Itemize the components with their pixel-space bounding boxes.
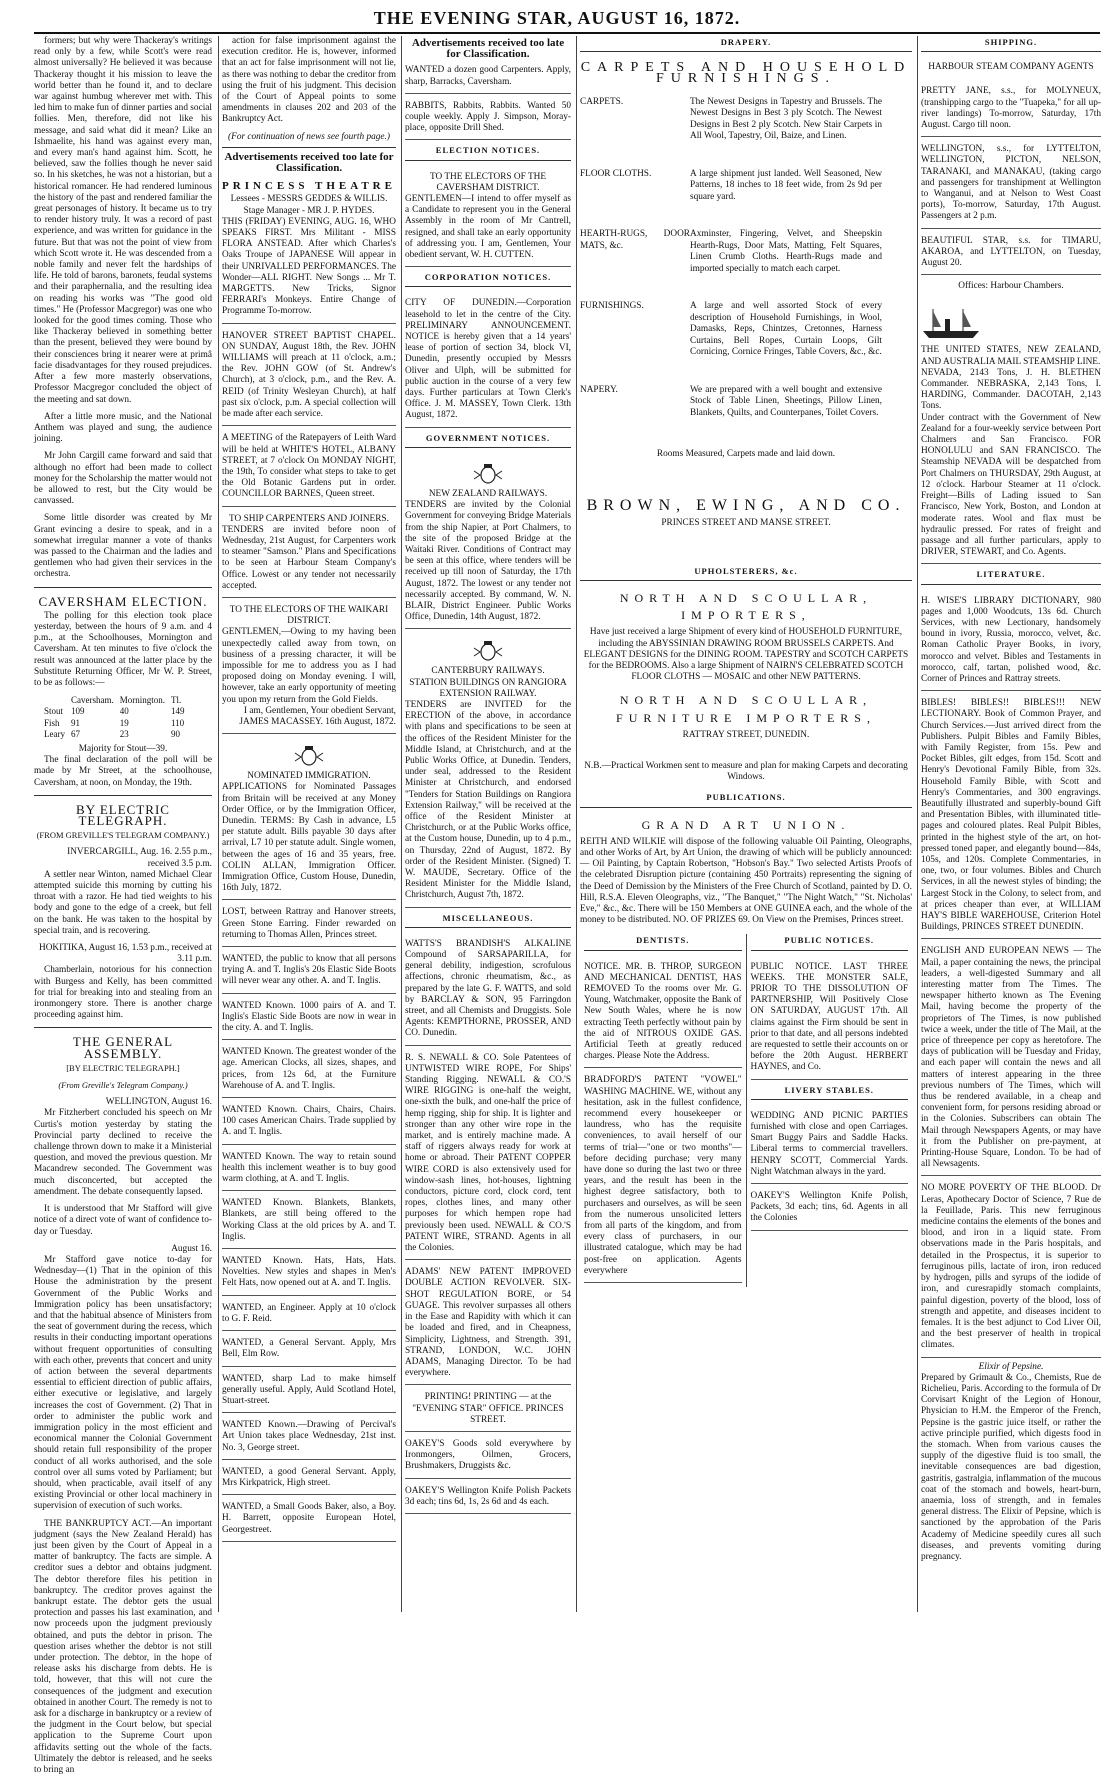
section-head-dentists: DENTISTS. [584, 934, 742, 950]
table-row: Caversham. Mornington. Tl. [70, 695, 182, 706]
dateline: August 16. [171, 1243, 212, 1254]
list-item [580, 385, 912, 420]
ad-text: Have just received a large Shipment of every kind of HOUSEHOLD FURNITURE, including the ABYSSINIAN DRAWING ROOM BRUSSELS CARPETS. And ELEGANT DESIGNS for the DINING ROOM. TAPESTRY and SCOTCH CARPETS for the BEDROOMS. Also a large Shipment of NAIRN'S CELEBRATED SCOTCH FLOOR CLOTHS — MOSAIC and other NEW PATTERNS. [583, 627, 909, 683]
ad-nz-railways [405, 456, 571, 629]
ad-leith: A MEETING of the Ratepayers of Leith Ward will be held at WHITE'S HOTEL, ALBANY STREET, at 7 o'clock On MONDAY NIGHT, the 19th, To consider what steps to take to get the Old Botanic Gardens put in order. COUNCILLOR BARNES, Queen street. [222, 430, 396, 506]
ad-wellington: WELLINGTON, s.s., for LYTTELTON, WELLINGTON, PICTON, NELSON, TARANAKI, and MANAKAU, (taking cargo and passengers for transhipment at Wellington to Wanganui, and at Nelson to West Coast ports), To-morrow, Saturday, 17th August. Passengers at 2 p.m. [921, 141, 1101, 228]
ad-subtitle: IMPORTERS, [681, 608, 811, 623]
ad-signature: I am, Gentlemen, Your obedient Servant, JAMES MACASSEY. 16th August, 1872. [239, 705, 396, 727]
ad-text: Under contract with the Government of New Zealand for a four-weekly service between Port Chalmers and San Francisco. FOR HONOLULU and SAN FRANCISCO. The Steamship NEVADA will be despatched from Port Chalmers on THURSDAY, 29th August, at 12 o'clock. Harbour Steamer at 11 o'clock. Freight—Bills of Lading issued to San Francisco, New York, Boston, and London at moderate rates. Wool and flax must be hydraulic pressed. For rates of freight and passage and all further particulars, apply to DRIVER, STEWART, and Co. Agents. [921, 412, 1101, 558]
ad-joiners [222, 511, 396, 598]
list-item [580, 301, 912, 359]
ad-printing: PRINTING! PRINTING — at the "EVENING STAR" OFFICE. PRINCES STREET. [405, 1389, 571, 1432]
table-row: Stout 109 40 149 [44, 706, 185, 717]
article-text: Mr John Cargill came forward and said that although no effort had been made to collect money for the Scholarship the matter would not be allowed to rest, but the City would be canvassed. [34, 451, 212, 507]
ad-subtitle: FURNITURE IMPORTERS, [616, 710, 876, 725]
column-drapery [580, 36, 912, 1612]
ad-title: GRAND ART UNION. [641, 817, 851, 832]
article-text: The polling for this election took place yesterday, between the hours of 9 a.m. and 4 p.m., at the Schoolhouses, Mornington and Caversham. At ten minutes to five o'clock the result was announced at the latter place by the Substitute Returning Officer, Mr W. P. Street, to be as follows:— [34, 610, 212, 688]
item-text: A large shipment just landed. Well Seasoned, New Patterns, 18 inches to 18 feet wide, from 2s 9d per square yard. [690, 168, 882, 202]
ad-livery: WEDDING AND PICNIC PARTIES furnished with close and open Carriages. Smart Buggy Pairs and Saddle Hacks. Liberal terms to commercial travellers. HENRY SCOTT, Commercial Yards. Night Watchman always in the yard. [751, 1108, 909, 1184]
section-head-upholsterers: UPHOLSTERERS, &c. [580, 565, 912, 581]
ad-wanted: WANTED Known. Hats, Hats, Hats. Novelties. New styles and shapes in Men's Felt Hats, now opened out at A. and T. Inglis. [222, 1253, 396, 1296]
poll-table [44, 695, 191, 740]
offices-line: Offices: Harbour Chambers. [958, 281, 1064, 292]
ad-address: RATTRAY STREET, DUNEDIN. [682, 729, 810, 740]
column-ads-2 [405, 36, 571, 1612]
ad-canterbury-railways [405, 633, 571, 907]
ad-text: THIS (FRIDAY) EVENING, AUG. 16, WHO SPEAKS FIRST. Mrs Militant - MISS FLORA ANSTEAD. After which Charles's Oaks Troupe of JAPANESE Will appear in their UNRIVALLED PERFORMANCES. The Wonder—ALL RIGHT. New Songs ... Mr T. MARGETTS. New Tricks, Signor FERRARI's Monkeys. Entire Change of Programme To-morrow. [222, 216, 396, 317]
ad-title: NORTH AND SCOULLAR, [619, 590, 873, 605]
ad-dentist: NOTICE. MR. B. THROP, SURGEON AND MECHANICAL DENTIST, HAS REMOVED To the rooms over Mr. G. Young, Watchmaker, opposite the Bank of New South Wales, where he is now extracting Teeth perfectly without pain by the aid of NITROUS OXIDE GAS. Artificial Teeth at greatly reduced charges. Please Note the Address. [584, 959, 742, 1069]
section-head-election: ELECTION NOTICES. [405, 144, 571, 160]
ad-washing-machine: BRADFORD'S PATENT "VOWEL" WASHING MACHINE. WE, without any hesitation, ask in the fullest confidence, recommend every housekeeper or laundress, who has the requisite conveniences, to avail herself of our terms of trial—"one or two months"—before deciding purchase; very many have done so during the last two or three years, and the result has been in the highest degree satisfactory, both to purchasers and ourselves, as will be seen from the numerous unsolicited letters from all parts of the kingdom, and from every class of purchasers, in our illustrated catalogue, which may be had post-free on application. Agents everywhere [584, 1072, 742, 1283]
left-subcolumn [580, 934, 746, 1287]
ad-text: NEVADA, 2143 Tons, J. H. BLETHEN Commander. NEBRASKA, 2,143 Tons, I. HARDING, Commander. DACOTAH, 2,143 Tons. [921, 367, 1101, 412]
ad-title: TO THE ELECTORS OF THE CAVERSHAM DISTRICT. [429, 171, 547, 193]
ad-mail-line [921, 298, 1101, 564]
ad-text: APPLICATIONS for Nominated Passages from Britain will be received at any Money Order Office, or by the Immigration Officer, Dunedin. TERMS: By Cash in advance, L5 per statute adult. Bills payable 30 days after arrival, L7 10 per statute adult. Single women, between the ages of 16 and 35 years, free. COLIN ALLAN, Immigration Officer. Immigration Office, Custom House, Dunedin, 16th July, 1872. [222, 782, 396, 894]
majority-line: Majority for Stout—39. [78, 743, 168, 754]
item-label: FURNISHINGS. [580, 301, 644, 312]
item-label: NAPERY. [580, 384, 618, 395]
ad-wanted: WANTED, sharp Lad to make himself generally useful. Apply, Auld Scotland Hotel, Stuart-street. [222, 1371, 396, 1414]
continuation-note: (For continuation of news see fourth page.) [228, 131, 390, 142]
masthead-rule [34, 32, 1100, 34]
royal-crest-icon [470, 463, 506, 485]
section-head-drapery: DRAPERY. [580, 36, 912, 52]
ad-text: GENTLEMEN—I intend to offer myself as a Candidate to represent you in the General Assembly in the room of Mr Cantrell, resigned, and shall take an early opportunity of addressing you. I am, Gentlemen, Your obedient servant, W. H. CUTTEN. [405, 194, 571, 261]
steamship-icon [921, 305, 985, 341]
ad-wanted: WANTED Known. Blankets, Blankets, Blankets, are still being offered to the Working Class at the old prices by A. and T. Inglis. [222, 1195, 396, 1249]
divider [34, 795, 212, 796]
ad-text: TENDERS are INVITED for the ERECTION of the above, in accordance with plans and specifications to be seen at the offices of the Resident Minister for the Middle Island, at Christchurch, and at the Public Works Office, at Dunedin. Tenders, under seal, addressed to the Resident Minister at Christchurch, and endorsed "Tenders for Station Buildings on Rangiora Extension Railway," will be received at the office of the Resident Minister at Christchurch, or at the Public Works office, at the Custom house, Dunedin, up to 4 p.m., on Thursday, 22nd of August, 1872. By order of the Resident Minister. (Signed) T. W. MAUDE, Secretary. Office of the Resident Minister for the Middle Island, Christchurch, August 7th, 1872. [405, 699, 571, 901]
ad-waikari [222, 602, 396, 734]
ad-title: NOMINATED IMMIGRATION. [247, 771, 371, 782]
ad-title: CARPETS AND HOUSEHOLD FURNISHINGS. [580, 60, 912, 87]
section-subtitle: (From Greville's Telegram Company.) [58, 1080, 188, 1091]
list-item [580, 169, 912, 204]
ad-wanted: WANTED Known. 1000 pairs of A. and T. Inglis's Elastic Side Boots are now in wear in the city. A. and T. Inglis. [222, 998, 396, 1041]
ad-subtitle: Lessees - MESSRS GEDDES & WILLIS. Stage Manager - MR J. P. HYDES. [230, 194, 388, 216]
item-label: HEARTH-RUGS, DOOR MATS, &c. [580, 229, 690, 251]
ad-text: THE UNITED STATES, NEW ZEALAND, AND AUSTRALIA MAIL STEAMSHIP LINE. [921, 345, 1101, 367]
ad-wanted: WANTED Known.—Drawing of Percival's Art Union takes place Wednesday, 21st inst. No. 3, George street. [222, 1417, 396, 1460]
ad-bibles: BIBLES! BIBLES!! BIBLES!!! NEW LECTIONARY. Book of Common Prayer, and Church Services.—Just arrived direct from the Publishers. Pulpit Bibles and Family Bibles, with Family Register, from 15s. Pew and Pocket Bibles, gilt edges, from 15d. Scott and Henry's Devotional Family Bible, from 32s. Household Family Bible, with Scott and Henry's Commentaries, and 300 engravings. Beautifully illustrated and superbly-bound Gift and Presentation Bibles, with illuminated title-pages and coloured plates. Real Pulpit Bibles, printed in the highest style of the art, on hot-pressed toned paper, and elegantly bound—84s, 105s, and 120s. Complete Commentaries, in one, two, or four volumes. Bibles and Church Services, in all the newest styles of binding; the Largest Stock in the Colony, to select from, and at prices cheaper than ever, at WILLIAM HAY'S BIBLE WAREHOUSE, Criterion Hotel Buildings, PRINCES STREET DUNEDIN. [921, 695, 1101, 939]
ad-text: REITH AND WILKIE will dispose of the following valuable Oil Painting, Oleographs, and other Works of Art, by Art Union, the drawing of which will be publicly announced:— Oil Painting, by Captain Robertson, "Hobson's Bay." Two selected Artists Proofs of the celebrated Disruption picture (containing 450 Portraits) representing the signing of the Deed of Demission by the Ministers of the Free Church of Scotland, painted by D. O. Hill, R.S.A. Eleven Oleographs, viz., "The Banquet," "The Night Watch," "St. Nicholas' Eve," &c., &c. There will be 150 Members at ONE GUINEA each, and the whole of the money to be distributed. NO. OF PRIZES 69. On View on the Premises, Princes street. [580, 836, 912, 926]
ad-no-more-poverty: NO MORE POVERTY OF THE BLOOD. Dr Leras, Apothecary Doctor of Science, 7 Rue de la Feuillade, Paris. This new ferruginous medicine contains the elements of the bones and blood, and iron in a liquid state. From observations made in the Paris hospitals, and detailed in the Prospectus, it is superior to ferruginous pills, lactate of iron, iron reduced by hydrogen, pills and syrups of the iodide of iron, and curesrapidly stomach complaints, painful digestion, poverty of the blood, loss of strength and appetite, and diseases incident to females. It is the best adjunct to Cod Liver Oil, and the best preserver of health in tropical climates. [921, 1180, 1101, 1357]
ad-adams: ADAMS' NEW PATENT IMPROVED DOUBLE ACTION REVOLVER. SIX-SHOT REGULATION BORE, or 54 GUAGE. This revolver surpasses all others in the Ease and Rapidity with which it can be loaded and fired, and in Cheapness, Simplicity, Lightness, and Strength. 391, STRAND, LONDON, W.C. JOHN ADAMS, Managing Director. To be had everywhere. [405, 1264, 571, 1385]
section-title: THE GENERAL ASSEMBLY. [72, 1034, 174, 1061]
two-column-ads [580, 934, 912, 1287]
section-subtitle: (FROM GREVILLE'S TELEGRAM COMPANY.) [36, 830, 210, 841]
ad-title: PRINCESS THEATRE [222, 180, 396, 193]
section-head-misc: MISCELLANEOUS. [405, 912, 571, 928]
column-shipping [921, 36, 1101, 1612]
section-title: CAVERSHAM ELECTION. [38, 593, 208, 609]
ad-wanted: WANTED, a Small Goods Baker, also, a Boy. H. Barrett, opposite European Hotel, Georgestreet. [222, 1499, 396, 1542]
ad-wanted: WANTED, a good General Servant. Apply, Mrs Kirkpatrick, High street. [222, 1464, 396, 1495]
divider [34, 1027, 212, 1028]
ad-wanted: WANTED, a General Servant. Apply, Mrs Bell, Elm Row. [222, 1335, 396, 1366]
divider [222, 147, 396, 148]
ad-corporation: CITY OF DUNEDIN.—Corporation leasehold to let in the centre of the City. PRELIMINARY ANNOUNCEMENT. NOTICE is hereby given that a 14 years' lease of portion of section 34, block VI, Dunedin, presently occupied by Messrs Oliver and Ulph, will be submitted for public auction in the course of a very few days. Further particulars at Town Clerk's Office. J. M. MASSEY, Town Clerk. 13th August, 1872. [405, 295, 571, 427]
article-text: formers; but why were Thackeray's writings read only by a few, while Scott's were read almost universally? He believed it was because Thackeray thought it his mission to leave the world better than he found it, and to declare war against humbug wherever met with. This led him to make fun of dinner parties and social follies. Men, therefore, did not like his message, and said what did it mean? Like an Ishmaelite, his hand was against every man, and every man's hand against him. Scott, he believed, saw the follies though he never said so. In his sketches, he was not a historian, but a historical romancer. He had rendered luminous the history of the past and rendered familiar the great personages of history. It became us to try to render history truly. It was a record of past experience, and was written for guidance in the future. But that was not the point of view from which Scott wrote it. He was descended from a noble family and never felt the hardships of life. He told of barons, baronets, feudal systems and their paraphernalia, and the resulting idea on reading his works was "The good old times." He (Professor Macgregor) was one who looked for the good times coming. Those who like Thackeray believed in something better than the present, believed they were bound by their consciences bring it nearer were at primâ facie disadvantages for they roused prejudices. After a few more masterly observations, Professor Macgregor concluded the object of the meeting and sat down. [34, 36, 212, 405]
section-head-corporation: CORPORATION NOTICES. [405, 271, 571, 287]
ad-title: NORTH AND SCOULLAR, [619, 693, 873, 708]
ad-baptist: HANOVER STREET BAPTIST CHAPEL. ON SUNDAY, August 18th, the Rev. JOHN WILLIAMS will preach at 11 o'clock, a.m.; the Rev. JOHN GOW (of St. Andrew's Church), at 3 o'clock, p.m., and the Rev. A. REID (of Trinity Wesleyan Church), at half past six o'clock, p.m. A special collection will be made after each service. [222, 328, 396, 427]
ad-wanted: WANTED Known. The greatest wonder of the age. American Clocks, all sizes, shapes, and prices, from 12s 6d, at the Furniture Warehouse of A. and T. Inglis. [222, 1044, 396, 1098]
section-head-government: GOVERNMENT NOTICES. [405, 432, 571, 448]
list-item [580, 229, 912, 275]
column-divider [218, 36, 219, 1612]
ad-oakey: OAKEY'S Goods sold everywhere by Ironmongers, Oilmen, Grocers, Brushmakers, Druggists &c. [405, 1436, 571, 1479]
ad-text: Prepared by Grimault & Co., Chemists, Rue de Richelieu, Paris. According to the formula of Dr Corvisart Knight of the Legion of Honour, Physician to H.M. the Emperor of the French, Pepsine is the gastric juice itself, or rather the active principle purified, which digests food in the stomach. When from various causes the supply of the digestive fluid is too small, the inevitable consequences are bad digestion, gastritis, gastralgia, inflammation of the mucous coat of the stomach and bowels, heart-burn, anaemia, loss of strength, and in females general distress. The Elixir of Pepsine, which is sanctioned by the approbation of the Paris Academy of Medicine speedily cures all such diseases, and prevents vomiting during pregnancy. [921, 1372, 1101, 1562]
ad-subtitle: PRINCES STREET AND MANSE STREET. [661, 517, 831, 528]
column-divider [917, 36, 918, 1612]
ad-watts: WATTS'S BRANDISH'S ALKALINE Compound of SARSAPARILLA, for general debility, indigestion, scrofulous affections, chronic rheumatism, &c., as prepared by the late G. F. WATTS, and sold by BARCLAY & SON, 95 Farringdon street, and all Chemists and Druggists. Sole Agents: KEMPTHORNE, PROSSER, AND CO. Dunedin. [405, 936, 571, 1046]
section-head-public: PUBLIC NOTICES. [751, 934, 909, 950]
item-text: A large and well assorted Stock of every description of Household Furnishings, in Wool, Damasks, Reps, Chintzes, Cretonnes, Harness Curtains, Bell Ropes, Curtain Loops, Gilt Cornicing, Cornice Fringes, Table Covers, &c., &c. [690, 301, 882, 358]
ad-text: TENDERS are invited by the Colonial Government for conveying Bridge Materials from the ship Napier, at Port Chalmers, to the site of the proposed Bridge at the Waitaki River. Conditions of Contract may be seen at this office, where tenders will be received up till noon of Saturday, the 17th August, 1872. The lowest or any tender not necessarily accepted. By command, W. N. BLAIR, District Engineer. Public Works Office, Dunedin, 14th August, 1872. [405, 500, 571, 623]
royal-crest-icon [291, 745, 327, 767]
ad-text: TENDERS are invited before noon of Wednesday, 21st August, for Carpenters work to steamer "Samson." Plans and Specifications to be seen at Harbour Steam Company's Office. Lowest or any tender not necessarily accepted. [222, 524, 396, 591]
section-head-literature: LITERATURE. [921, 568, 1101, 584]
right-subcolumn [746, 934, 913, 1287]
article-text: After a little more music, and the National Anthem was played and sung, the audience joining. [34, 411, 212, 445]
section-head-shipping: SHIPPING. [921, 36, 1101, 52]
item-text: We are prepared with a well bought and extensive Stock of Table Linen, Sheetings, Pillow Linen, Blankets, Quilts, and Counterpanes, Toilet Covers. [690, 384, 882, 418]
ad-immigration [222, 738, 396, 900]
masthead: THE EVENING STAR, AUGUST 16, 1872. [373, 8, 741, 28]
article-text: Mr Fitzherbert concluded his speech on Mr Curtis's motion yesterday by stating the Provincial party declined to receive the challenge thrown down to make it a Ministerial question, and moved the previous question. Mr Macandrew seconded. The Government was much disconcerted, but accepted the amendment. The debate consequently lapsed. [34, 1108, 212, 1197]
dateline: INVERCARGILL, Aug. 16. 2.55 p.m., received 3.5 p.m. [67, 847, 212, 869]
ad-wanted: WANTED Known. Chairs, Chairs, Chairs. 100 cases American Chairs. Trade supplied by A. and T. Inglis. [222, 1102, 396, 1145]
dateline: HOKITIKA, August 16, 1.53 p.m., received at 3.11 p.m. [39, 943, 212, 965]
ad-theatre [222, 176, 396, 323]
section-subtitle: [BY ELECTRIC TELEGRAPH.] [66, 1062, 180, 1073]
section-title: BY ELECTRIC TELEGRAPH. [76, 801, 170, 828]
article-text: Some little disorder was created by Mr Grant evincing a desire to speak, and in a somewhat irregular manner a vote of thanks was passed to the Chairman and the ladies and gentlemen who had given their services in the orchestra. [34, 513, 212, 580]
table-row: Fish 91 19 110 [44, 717, 185, 728]
ad-note: N.B.—Practical Workmen sent to measure and plan for making Carpets and decorating Windows. [584, 760, 908, 783]
section-head-publications: PUBLICATIONS. [580, 791, 912, 807]
ad-rabbits: RABBITS, Rabbits, Rabbits. Wanted 50 couple weekly. Apply J. Simpson, Moray-place, opposite Drill Shed. [405, 98, 571, 141]
ad-election [405, 169, 571, 268]
section-title: Advertisements received too late for Classification. [224, 150, 394, 175]
section-title: Advertisements received too late for Classification. [411, 37, 565, 61]
ad-title: TO THE ELECTORS OF THE WAIKARI DISTRICT. [229, 604, 389, 627]
ad-title: BROWN, EWING, AND CO. [586, 497, 906, 515]
column-ads-1 [222, 36, 396, 1612]
ad-beautiful-star: BEAUTIFUL STAR, s.s. for TIMARU, AKAROA, and LYTTELTON, on Tuesday, August 20. [921, 233, 1101, 276]
ad-wanted: WANTED, an Engineer. Apply at 10 o'clock to G. F. Reid. [222, 1300, 396, 1331]
ad-wanted: WANTED Known. The way to retain sound health this inclement weather is to buy good warm clothing, at A. and T. Inglis. [222, 1149, 396, 1192]
ad-title: NEW ZEALAND RAILWAYS. [428, 488, 548, 499]
ad-lost: LOST, between Rattray and Hanover streets, Green Stone Earring. Finder rewarded on returning to Thomas Allen, Princes street. [222, 904, 396, 947]
article-text: Mr Stafford gave notice to-day for Wednesday—(1) That in the opinion of this House the administration by the present Government of the Public Works and Immigration policy has been unsatisfactory; and that the habitual absence of Ministers from the seat of government during the recess, which results in their conducting important operations without frequent opportunities of consulting with each other, prevents that concert and unity of action between the several departments essential to efficient direction of public affairs, either executive or legislative, and largely increases the cost of Government. (2) That in order to administer the public work and immigration policy in the most efficient and economical manner the Colonial Government should retain full responsibility of the proper conduct of all works authorised, and the sole control over all sums voted by Parliament; but should, when practicable, avail itself of any existing Provincial or other local machinery in supervision of execution of such works. [34, 1254, 212, 1512]
dateline: WELLINGTON, August 16. [105, 1097, 212, 1108]
royal-crest-icon [470, 640, 506, 662]
ad-english-news: ENGLISH AND EUROPEAN NEWS — The Mail, a paper containing the news, the principal leaders, a well-digested Summary and all interesting matter from The Times. The newspaper hitherto known as The Evening Mail, having become the property of the proprietors of The Times, is now published twice a week, under the title of The Mail, at the price of threepence per copy as heretofore. The days of publication will be Tuesday and Friday, and each paper will contain the news and all matters of interest appearing in the three previous numbers of The Times, which will thus be rendered available, in a cheap and convenient form, for persons residing abroad or in the Colonies. Subscribers can obtain The Mail through Newspapers Agents, or may have it from the Publisher on pre-payment, at Printing-House Square, London. To be had of all Newsagents. [921, 943, 1101, 1176]
article-text: The final declaration of the poll will be made by Mr Street, at the schoolhouse, Caversham, at noon, on Monday, the 19th. [34, 755, 212, 788]
article-text: action for false imprisonment against the execution creditor. He is, however, informed that an act for false imprisonment will not lie, as there was nothing to debar the creditor from using the fruit of his judgment. This decision of the Court of Appeal points to some amendments in clauses 202 and 203 of the Bankruptcy Act. [222, 36, 396, 125]
item-text: Axminster, Fingering, Velvet, and Sheepskin Hearth-Rugs, Door Mats, Matting, Felt Squares, Linen Crumb Cloths. Hearth-Rugs made and imported specially to match each carpet. [690, 229, 882, 274]
ad-subtitle: Elixir of Pepsine. [978, 1361, 1044, 1372]
ad-subtitle: STATION BUILDINGS ON RANGIORA EXTENSION RAILWAY. [409, 677, 567, 699]
column-divider [576, 36, 577, 1612]
ad-oakey: OAKEY'S Wellington Knife Polish Packets 3d each; tins 6d, 1s, 2s 6d and 4s each. [405, 1483, 571, 1514]
ad-carpenters: WANTED a dozen good Carpenters. Apply, sharp, Barracks, Caversham. [405, 62, 571, 93]
article-text: A settler near Winton, named Michael Clear attempted suicide this morning by cutting his throat with a razor. He had tied weights to his body and gone to the edge of a creek, but fell on the bank. He was taken to the hospital by special train, and is recovering. [34, 869, 212, 936]
item-label: FLOOR CLOTHS. [580, 168, 652, 179]
item-label: CARPETS. [580, 96, 624, 107]
rooms-note: Rooms Measured, Carpets made and laid down. [656, 449, 836, 460]
ad-oakey: OAKEY'S Wellington Knife Polish, Packets, 3d each; tins, 6d. Agents in all the Colonies [751, 1188, 909, 1231]
list-item [580, 97, 912, 143]
article-text: It is understood that Mr Stafford will give notice of a direct vote of want of confidence to-day or Tuesday. [34, 1204, 212, 1237]
item-text: The Newest Designs in Tapestry and Brussels. The Newest Designs in Best 3 ply Scotch. The Newest Designs in Best 2 ply Scotch. New Stair Carpets in All Wool, Tapestry, Oil, Baize, and Linen. [690, 96, 882, 142]
column-news [34, 36, 212, 1776]
ad-newall: R. S. NEWALL & CO. Sole Patentees of UNTWISTED WIRE ROPE, For Ships' Standing Rigging. NEWALL & CO.'S WIRE RIGGING is one-half the weight, one-sixth the bulk, and one-half the price of hemp rigging, ship for ship. It is lighter and stronger than any other wire rope in the market, and is entirely machine made. A staff of riggers always ready for work at home or abroad. Their PATENT COPPER WIRE CORD is also extensively used for window-sash lines, hot-houses, lightning conductors, picture cord, clock cord, tent ropes, clothes lines, and many other purposes for which hempen rope had previously been used. NEWALL & CO.'S PATENT WIRE, STRAND. Agents in all the Colonies. [405, 1050, 571, 1261]
ad-dictionary: H. WISE'S LIBRARY DICTIONARY, 980 pages and 1,000 Woodcuts, 13s 6d. Church Services, with new Lectionary, handsomely bound in ivory, Russia, morocco, velvet, &c. Roman Catholic Prayer Books, in ivory, morocco and velvet. Bibles and Testaments in morocco, calf, tartan, polished wood, &c. Corner of Princes and Rattray streets. [921, 593, 1101, 692]
ad-title: HARBOUR STEAM COMPANY AGENTS [928, 62, 1094, 73]
table-row: Leary 67 23 90 [44, 728, 180, 739]
ad-title: TO SHIP CARPENTERS AND JOINERS. [229, 513, 389, 524]
ad-text: GENTLEMEN,—Owing to my having been unexpectedly called away from town, on business of a pressing character, it will be impossible for me to address you as I had proposed doing on Monday evening. I will, however, take an early opportunity of meeting you upon my return from the Gold Fields. [222, 627, 396, 705]
ad-title: CANTERBURY RAILWAYS. [431, 666, 545, 677]
divider [34, 587, 212, 588]
ad-public-notice: PUBLIC NOTICE. LAST THREE WEEKS. THE MONSTER SALE, PRIOR TO THE DISSOLUTION OF PARTNERSHIP, Will Positively Close ON SATURDAY, AUGUST 17th. All claims against the Firm should be sent in prior to that date, and all persons indebted are requested to settle their accounts on or before the 20th August. HERBERT HAYNES, and Co. [751, 959, 909, 1080]
section-head-livery: LIVERY STABLES. [751, 1084, 909, 1100]
column-divider [401, 36, 402, 1612]
ad-wanted: WANTED, the public to know that all persons trying A. and T. Inglis's 20s Elastic Side Boots will never wear any other. A. and T. Inglis. [222, 951, 396, 994]
ad-pretty-jane: PRETTY JANE, s.s., for MOLYNEUX, (transhipping cargo to the "Tuapeka," for all up-river landings) To-morrow, Saturday, 17th August. Cargo till noon. [921, 83, 1101, 137]
article-text: THE BANKRUPTCY ACT.—An important judgment (says the New Zealand Herald) has just been given by the Court of Appeal in a matter of bankruptcy. The facts are simple. A creditor sues a debtor and obtains judgment. The debtor therefore files his petition in bankruptcy. The creditor proves against the bankrupt estate. The debtor gets the usual protection and passes his last examination, and now proceeds upon the judgment previously obtained, and puts the debtor in prison. The question arises whether the debtor is not still under protection. The debtor, in the hope of release asks his discharge from debts. He is told, however, that this will not cure the consequences of the judgment and execution obtained in another Court. The remedy is not to ask for a discharge in bankruptcy or a review of the judgment in the Court below, but special application to the Supreme Court upon affidavits setting out the whole of the facts. Ultimately the debtor is released, and he seeks to bring an [34, 1518, 212, 1776]
article-text: Chamberlain, notorious for his connection with Burgess and Kelly, has been committed for trial for breaking into and stealing from an ironmongery store. There is another charge proceeding against him. [34, 965, 212, 1021]
